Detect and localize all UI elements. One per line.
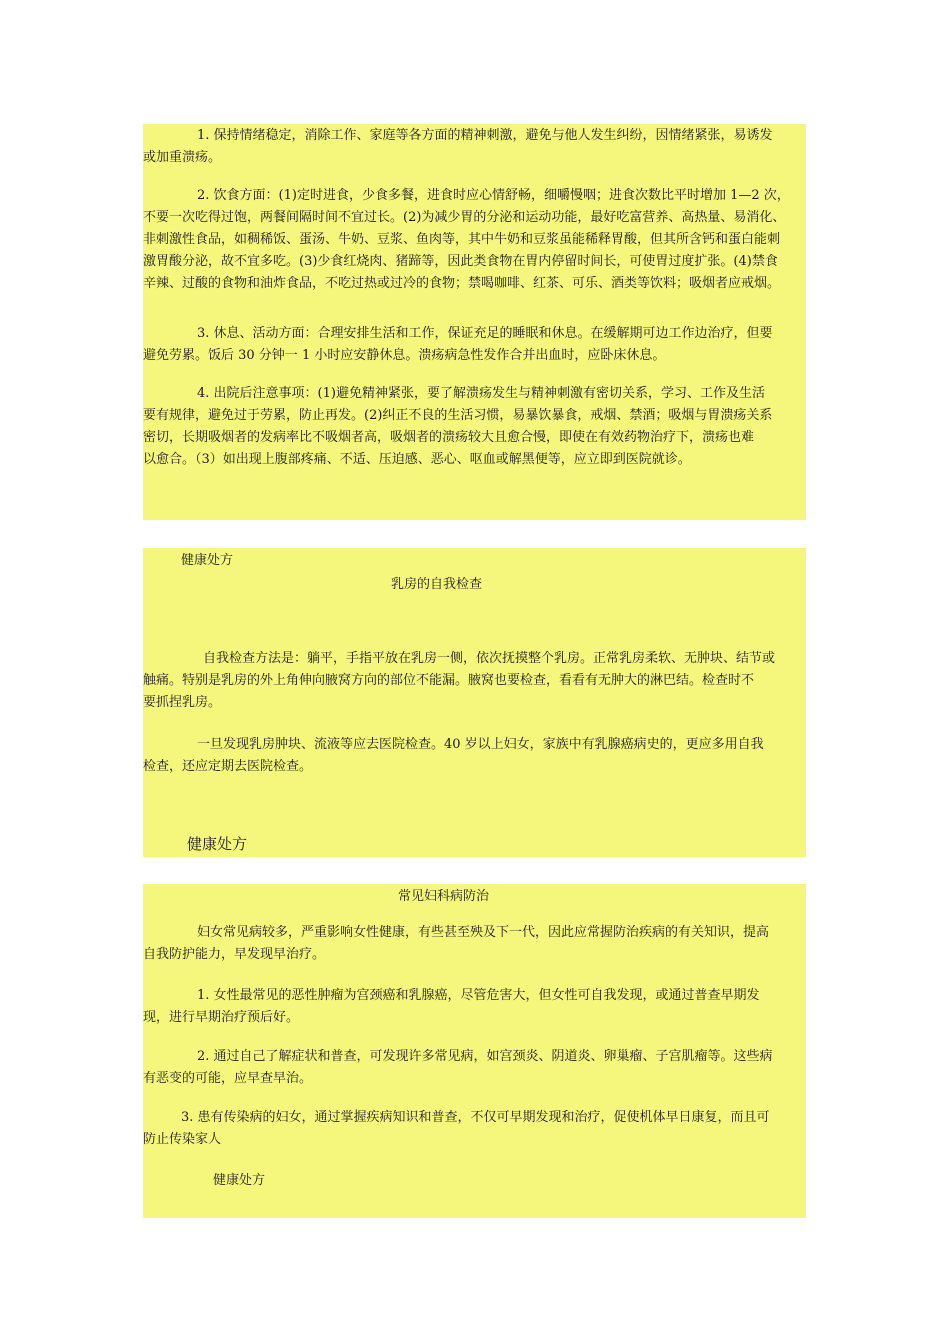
- gynecology-paragraph-1: 1. 女性最常见的恶性肿瘤为宫颈癌和乳腺癌，尽管危害大，但女性可自我发现，或通过普查早期发 现，进行早期治疗预后好。: [143, 988, 760, 1025]
- gynecology-paragraph-intro: 妇女常见病较多，严重影响女性健康，有些甚至殃及下一代，因此应常握防治疾病的有关知识，提高 自我防护能力，早发现早治疗。: [143, 925, 770, 962]
- gynecology-section: [143, 884, 806, 1218]
- breast-exam-paragraph-1: 自我检查方法是：躺平，手指平放在乳房一侧，依次抚摸整个乳房。正常乳房柔软、无肿块、结节或 触痛。特别是乳房的外上角伸向腋窝方向的部位不能漏。腋窝也要检查，看看有无肿大的淋巴结。检查时不 要抓捏乳房。: [143, 651, 776, 710]
- gynecology-paragraph-3: 3. 患有传染病的妇女，通过掌握疾病知识和普查，不仅可早期发现和治疗，促使机体早日康复，而且可 防止传染家人: [143, 1110, 770, 1147]
- ulcer-paragraph-1: 1. 保持情绪稳定，消除工作、家庭等各方面的精神刺激，避免与他人发生纠纷，因情绪紧张，易诱发 或加重溃疡。: [143, 128, 773, 165]
- health-prescription-label: 健康处方: [213, 1173, 266, 1188]
- ulcer-care-section: [143, 124, 806, 520]
- breast-exam-paragraph-2: 一旦发现乳房肿块、流液等应去医院检查。40 岁以上妇女，家族中有乳腺癌病史的，更应多用自我 检查，还应定期去医院检查。: [143, 737, 764, 774]
- breast-exam-section: [143, 548, 806, 857]
- gynecology-paragraph-2: 2. 通过自己了解症状和普查，可发现许多常见病，如宫颈炎、阴道炎、卵巢瘤、子宫肌瘤等。这些病 有恶变的可能，应早查早治。: [143, 1049, 773, 1086]
- section-title: 乳房的自我检查: [391, 577, 483, 592]
- ulcer-paragraph-3: 3. 休息、活动方面：合理安排生活和工作，保证充足的睡眠和休息。在缓解期可边工作边治疗，但要 避免劳累。饭后 30 分钟一 1 小时应安静休息。溃疡病急性发作合并出血时，应卧床休息。: [143, 326, 773, 363]
- health-prescription-label: 健康处方: [187, 835, 248, 853]
- section-title: 常见妇科病防治: [398, 889, 490, 904]
- ulcer-paragraph-2: 2. 饮食方面：(1)定时进食，少食多餐，进食时应心情舒畅，细嚼慢咽；进食次数比平时增加 1—2 次， 不要一次吃得过饱，两餐间隔时间不宜过长。(2)为减少胃的分泌和运动功能，最好吃富营养、高热量、易消化、 非刺激性食品，如稠稀饭、蛋汤、牛奶、豆浆、鱼肉等，其中牛奶和豆浆虽能稀释胃酸，但其所含钙和蛋白能刺 激胃酸分泌，故不宜多吃。(3)少食红烧肉、猪蹄等，因此类食物在胃内停留时间长，可使胃过度扩张。(4)禁食 辛辣、过酸的食物和油炸食品，不吃过热或过冷的食物；禁喝咖啡、红茶、可乐、酒类等饮料；吸烟者应戒烟。: [143, 188, 790, 291]
- ulcer-paragraph-4: 4. 出院后注意事项：(1)避免精神紧张，要了解溃疡发生与精神刺激有密切关系，学习、工作及生活 要有规律，避免过于劳累，防止再发。(2)纠正不良的生活习惯，易暴饮暴食，戒烟、禁酒；吸烟与胃溃疡关系 密切，长期吸烟者的发病率比不吸烟者高，吸烟者的溃疡较大且愈合慢，即使在有效药物治疗下，溃疡也难 以愈合。（3）如出现上腹部疼痛、不适、压迫感、恶心、呕血或解黑便等，应立即到医院就诊。: [143, 386, 773, 467]
- health-prescription-label: 健康处方: [181, 553, 234, 568]
